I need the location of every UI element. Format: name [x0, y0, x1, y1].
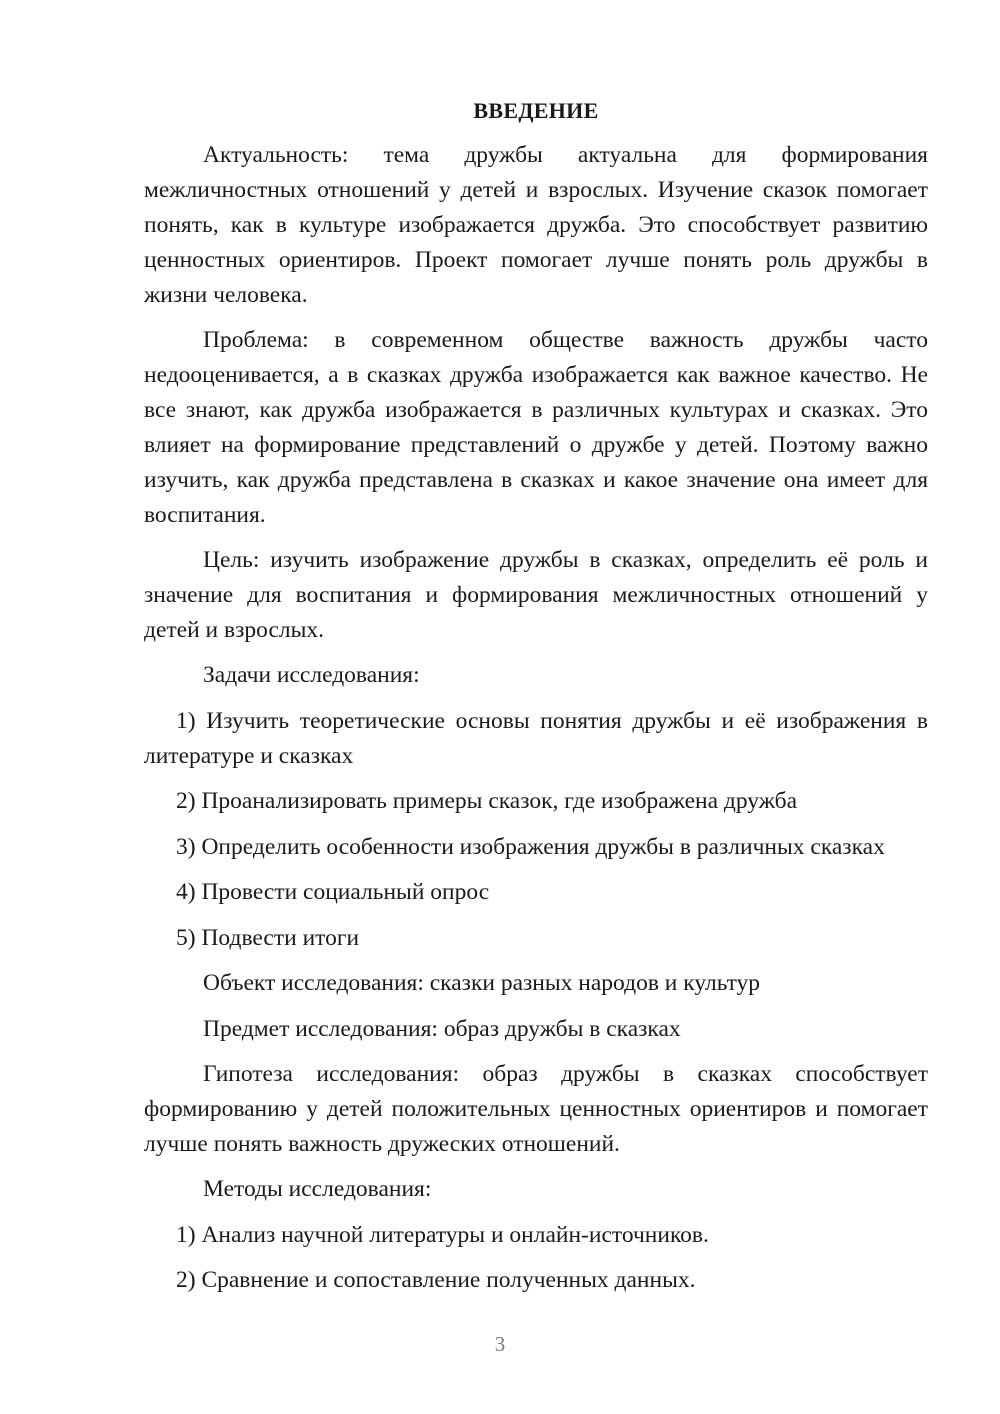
section-heading: ВВЕДЕНИЕ — [473, 98, 599, 123]
object-line: Объект исследования: сказки разных народов и культур — [203, 970, 761, 996]
method-item: 2) Сравнение и сопоставление полученных данных. — [176, 1267, 696, 1293]
tasks-title: Задачи исследования: — [203, 662, 420, 688]
method-item: 1) Анализ научной литературы и онлайн-источников. — [176, 1221, 709, 1248]
goal-paragraph: Цель: изучить изображение дружбы в сказках, определить её роль и значение для воспитания и формирования межличностных отношений у детей и взрослых. — [144, 547, 928, 643]
page-content — [144, 96, 928, 1309]
subject-line: Предмет исследования: образ дружбы в сказках — [203, 1015, 681, 1042]
task-item: 4) Провести социальный опрос — [176, 879, 490, 905]
task-item: 3) Определить особенности изображения дружбы в различных сказках — [176, 833, 885, 860]
task-item: 5) Подвести итоги — [176, 924, 360, 951]
relevance-paragraph: Актуальность: тема дружбы актуальна для формирования межличностных отношений у детей и взрослых. Изучение сказок помогает понять, как в культуре изображается дружба. Это способствует развитию ценностных ориентиров. Проект помогает лучше понять роль дружбы в жизни человека. — [144, 142, 928, 308]
problem-paragraph: Проблема: в современном обществе важность дружбы часто недооценивается, а в сказках дружба изображается как важное качество. Не все знают, как дружба изображается в различных культурах и сказках. Это влияет на формирование представлений о дружбе у детей. Поэтому важно изучить, как дружба представлена в сказках и какое значение она имеет для воспитания. — [144, 327, 928, 528]
task-item: 1) Изучить теоретические основы понятия дружбы и её изображения в литературе и сказках — [144, 707, 928, 769]
task-item: 2) Проанализировать примеры сказок, где изображена дружба — [176, 788, 798, 814]
methods-title: Методы исследования: — [203, 1176, 432, 1202]
page-number: 3 — [494, 1332, 506, 1356]
hypothesis-paragraph: Гипотеза исследования: образ дружбы в сказках способствует формированию у детей положительных ценностных ориентиров и помогает лучше понять важность дружеских отношений. — [144, 1061, 928, 1157]
